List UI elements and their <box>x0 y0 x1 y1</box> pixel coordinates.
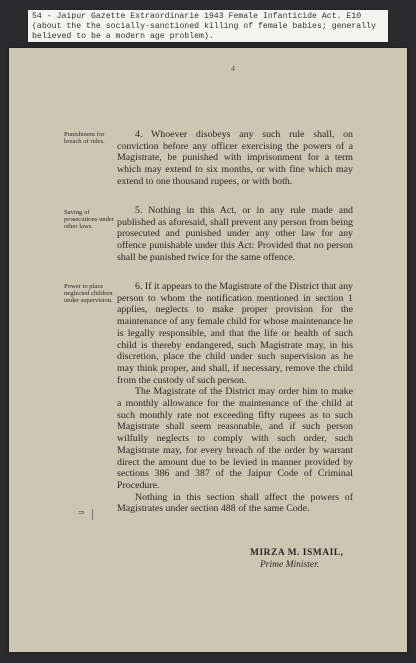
margin-note-section-5: Saving of prosecutions under other laws. <box>64 209 114 230</box>
section-6-paragraph-2: The Magistrate of the District may order him to make a monthly allowance for the maintenance of the child at such monthly rate not exceeding fifty rupees as to such Magistrate shall seem reasonable, and if such person wilfully neglects to comply with such order, such Magistrate may, for every breach of the order by warrant direct the amount due to be levied in manner provided by sections 386 and 387 of the Jaipur Code of Criminal Procedure. <box>117 386 353 491</box>
margin-arrow-mark: ⇒ <box>78 508 85 517</box>
archive-caption <box>28 10 388 42</box>
caption-line-2: (about the the socially-sanctioned killing of female babies; generally <box>32 22 376 31</box>
section-5 <box>117 205 353 264</box>
section-4 <box>117 129 353 188</box>
section-4-paragraph: 4. Whoever disobeys any such rule shall, on conviction before any officer exercising the powers of a Magistrate, be punished with imprisonment for a term which may extend to six months, or with fine which may extend to one thousand rupees, or with both. <box>117 129 353 187</box>
margin-note-section-6: Power to place neglected children under supervision. <box>64 283 113 304</box>
section-6 <box>117 281 353 515</box>
signatory-title: Prime Minister. <box>260 560 320 570</box>
section-6-paragraph-3: Nothing in this section shall affect the powers of Magistrates under section 488 of the same Code. <box>117 491 353 515</box>
margin-note-section-4: Punishment for breach of rules. <box>64 131 105 145</box>
signatory-name: MIRZA M. ISMAIL, <box>250 548 344 558</box>
margin-pencil-tick <box>92 509 93 520</box>
section-6-paragraph-1: 6. If it appears to the Magistrate of the District that any person to whom the notification mentioned in section 1 applies, neglects to make proper provision for the maintenance of any female child for whose maintenance he is legally responsible, and that the life or health of such child is thereby endangered, such Magistrate may, in his discretion, place the child under such supervision as he may think proper, and shall, if necessary, remove the child from the custody of such person. <box>117 281 353 386</box>
caption-line-3: believed to be a modern age problem). <box>32 32 214 41</box>
section-5-paragraph: 5. Nothing in this Act, or in any rule made and published as aforesaid, shall prevent any person from being prosecuted and punished under any other law for any offence punishable under this Act: Provided that no person shall be punished twice for the same offence. <box>117 205 353 263</box>
page-mark: 4 <box>231 64 235 73</box>
caption-line-1: 54 - Jaipur Gazette Extraordinarie 1943 Female Infanticide Act. E10 <box>32 12 362 21</box>
